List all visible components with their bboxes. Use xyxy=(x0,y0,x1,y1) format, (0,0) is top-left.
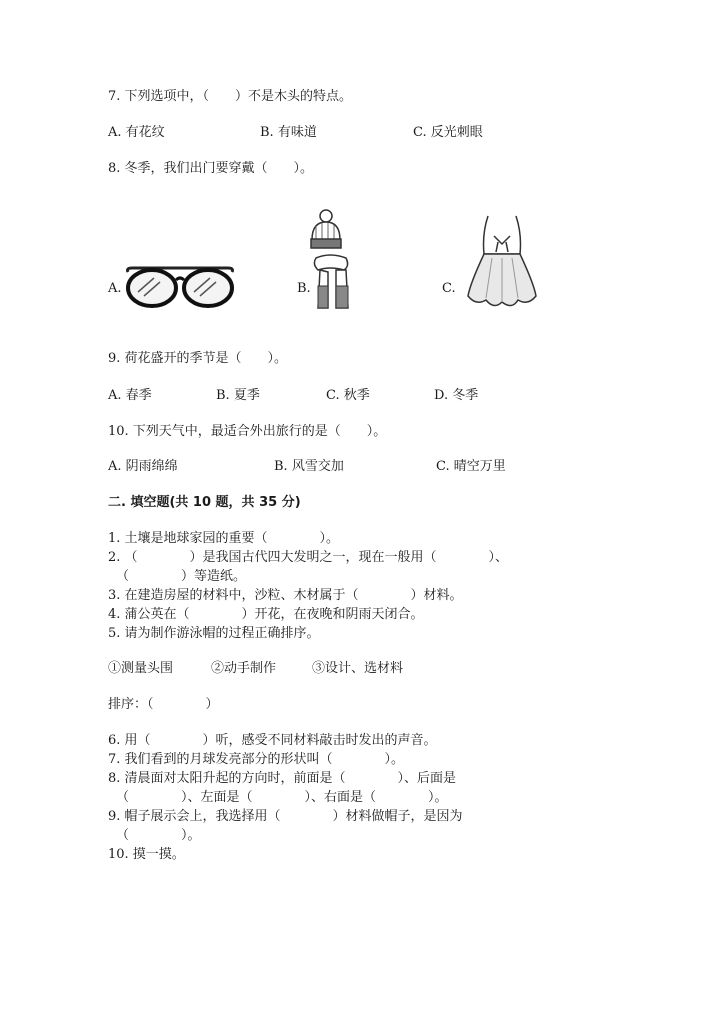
question-8-option-b: B. xyxy=(297,281,311,296)
step-make: ②动手制作 xyxy=(211,661,277,676)
fill-line-2b: （ ）等造纸。 xyxy=(116,569,247,584)
hat-scarf-icon xyxy=(306,208,358,314)
question-8-option-c: C. xyxy=(442,281,456,296)
question-9-option-a: A. 春季 xyxy=(108,388,152,403)
section-title-fill-in: 二. 填空题(共 10 题，共 35 分) xyxy=(108,495,301,510)
question-7-option-b: B. 有味道 xyxy=(260,125,317,140)
fill-line-9b: （ ）。 xyxy=(116,828,201,843)
fill-line-10: 10. 摸一摸。 xyxy=(108,847,185,862)
question-10-option-c: C. 晴空万里 xyxy=(436,459,506,474)
question-9-option-d: D. 冬季 xyxy=(434,388,479,403)
question-10-stem: 10. 下列天气中，最适合外出旅行的是（ ）。 xyxy=(108,424,387,439)
question-9-stem: 9. 荷花盛开的季节是（ ）。 xyxy=(108,351,288,366)
fill-line-1: 1. 土壤是地球家园的重要（ ）。 xyxy=(108,531,340,546)
question-10-option-a: A. 阴雨绵绵 xyxy=(108,459,178,474)
step-measure: ①测量头围 xyxy=(108,661,174,676)
fill-line-5: 5. 请为制作游泳帽的过程正确排序。 xyxy=(108,626,320,641)
question-7-stem: 7. 下列选项中，（ ）不是木头的特点。 xyxy=(108,89,353,104)
question-10-option-b: B. 风雪交加 xyxy=(274,459,344,474)
dress-icon xyxy=(466,214,538,314)
fill-line-9: 9. 帽子展示会上，我选择用（ ）材料做帽子，是因为 xyxy=(108,809,463,824)
question-7-option-c: C. 反光刺眼 xyxy=(413,125,483,140)
fill-line-8b: （ ）、左面是（ ）、右面是（ ）。 xyxy=(116,790,448,805)
order-answer-line: 排序：（ ） xyxy=(108,697,219,712)
fill-line-3: 3. 在建造房屋的材料中，沙粒、木材属于（ ）材料。 xyxy=(108,588,463,603)
question-9-option-c: C. 秋季 xyxy=(326,388,370,403)
fill-line-7: 7. 我们看到的月球发亮部分的形状叫（ ）。 xyxy=(108,752,405,767)
fill-line-4: 4. 蒲公英在（ ）开花，在夜晚和阴雨天闭合。 xyxy=(108,607,424,622)
step-design: ③设计、选材料 xyxy=(312,661,404,676)
question-9-option-b: B. 夏季 xyxy=(216,388,260,403)
sunglasses-icon xyxy=(124,262,236,312)
question-8-stem: 8. 冬季，我们出门要穿戴（ ）。 xyxy=(108,161,314,176)
fill-line-6: 6. 用（ ）听，感受不同材料敲击时发出的声音。 xyxy=(108,733,437,748)
question-7-option-a: A. 有花纹 xyxy=(108,125,165,140)
fill-line-2: 2. （ ）是我国古代四大发明之一，现在一般用（ ）、 xyxy=(108,550,509,565)
question-8-option-a: A. xyxy=(108,281,122,296)
fill-line-8: 8. 清晨面对太阳升起的方向时，前面是（ ）、后面是 xyxy=(108,771,457,786)
